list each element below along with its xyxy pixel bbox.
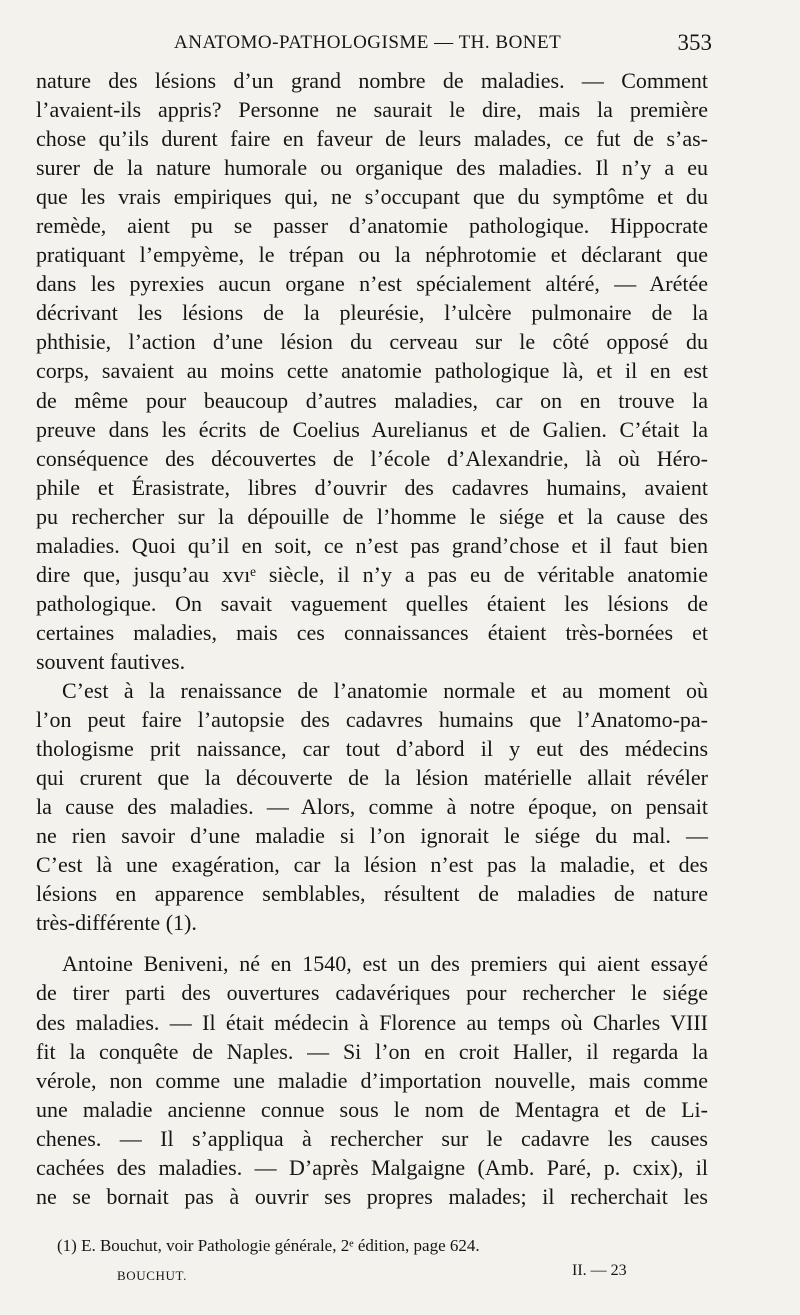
page-number: 353	[677, 30, 712, 55]
text-line: chenes. — Il s’appliqua à rechercher sur le cadavre les causes	[36, 1125, 708, 1151]
text-line: certaines maladies, mais ces connaissances étaient très-bornées et	[36, 619, 708, 645]
text-line: très-différente (1).	[36, 910, 197, 936]
text-line: cachées des maladies. — D’après Malgaigne (Amb. Paré, p. cxix), il	[36, 1154, 708, 1180]
text-line: la cause des maladies. — Alors, comme à notre époque, on pensait	[36, 794, 708, 820]
text-line: nature des lésions d’un grand nombre de maladies. — Comment	[36, 68, 708, 93]
text-line: une maladie ancienne connue sous le nom de Mentagra et de Li-	[36, 1096, 708, 1122]
text-line: C’est à la renaissance de l’anatomie normale et au moment où	[62, 677, 708, 703]
text-line: pathologique. On savait vaguement quelles étaient les lésions de	[36, 590, 708, 616]
paragraph-spacer	[36, 937, 708, 949]
text-line: maladies. Quoi qu’il en soit, ce n’est pas grand’chose et il faut bien	[36, 532, 708, 558]
signature-sheet: II. — 23	[572, 1262, 627, 1279]
body-text	[36, 66, 708, 1211]
text-line: chose qu’ils durent faire en faveur de leurs malades, ce fut de s’as-	[36, 126, 708, 152]
text-line: conséquence des découvertes de l’école d’Alexandrie, là où Héro-	[36, 445, 708, 471]
text-line: dans les pyrexies aucun organe n’est spécialement altéré, — Arétée	[36, 271, 708, 297]
text-line: corps, savaient au moins cette anatomie pathologique là, et il en est	[36, 358, 708, 384]
text-line: preuve dans les écrits de Coelius Aurelianus et de Galien. C’était la	[36, 416, 708, 442]
text-line: de même pour beaucoup d’autres maladies, car on en trouve la	[36, 387, 708, 413]
text-line: qui crurent que la découverte de la lésion matérielle allait révéler	[36, 765, 708, 791]
text-line: l’on peut faire l’autopsie des cadavres humains que l’Anatomo-pa-	[36, 707, 708, 733]
text-line: C’est là une exagération, car la lésion n’est pas la maladie, et des	[36, 852, 708, 878]
text-line: décrivant les lésions de la pleurésie, l’ulcère pulmonaire de la	[36, 300, 708, 326]
paragraph-3	[36, 949, 708, 1210]
footnote: (1) E. Bouchut, voir Pathologie générale, 2ᵉ édition, page 624.	[57, 1236, 480, 1255]
text-line: des maladies. — Il était médecin à Florence au temps où Charles VIII	[36, 1009, 708, 1035]
text-line: Antoine Beniveni, né en 1540, est un des premiers qui aient essayé	[62, 951, 708, 977]
text-line: ne se bornait pas à ouvrir ses propres malades; il recherchait les	[36, 1183, 708, 1209]
text-line: pu rechercher sur la dépouille de l’homme le siége et la cause des	[36, 503, 708, 529]
text-line: pratiquant l’empyème, le trépan ou la néphrotomie et déclarant que	[36, 242, 708, 268]
paragraph-1	[36, 66, 708, 676]
signature-author: BOUCHUT.	[117, 1268, 187, 1283]
text-line: souvent fautives.	[36, 648, 186, 674]
text-line: l’avaient-ils appris? Personne ne saurait le dire, mais la première	[36, 97, 708, 123]
text-line: vérole, non comme une maladie d’importation nouvelle, mais comme	[36, 1067, 708, 1093]
running-head	[36, 30, 712, 60]
text-line: que les vrais empiriques qui, ne s’occupant que du symptôme et du	[36, 184, 708, 210]
running-title: ANATOMO-PATHOLOGISME — TH. BONET	[174, 32, 562, 53]
text-line: phile et Érasistrate, libres d’ouvrir des cadavres humains, avaient	[36, 474, 708, 500]
text-line: thologisme prit naissance, car tout d’abord il y eut des médecins	[36, 736, 708, 762]
text-line: dire que, jusqu’au xvıᵉ siècle, il n’y a pas eu de véritable anatomie	[36, 561, 708, 587]
text-line: remède, aient pu se passer d’anatomie pathologique. Hippocrate	[36, 213, 708, 239]
paragraph-2	[36, 676, 708, 937]
text-line: fit la conquête de Naples. — Si l’on en croit Haller, il regarda la	[36, 1038, 708, 1064]
text-line: phthisie, l’action d’une lésion du cerveau sur le côté opposé du	[36, 329, 708, 355]
text-line: ne rien savoir d’une maladie si l’on ignorait le siége du mal. —	[36, 823, 708, 849]
text-line: surer de la nature humorale ou organique des maladies. Il n’y a eu	[36, 155, 708, 181]
text-line: lésions en apparence semblables, résultent de maladies de nature	[36, 881, 708, 907]
text-line: de tirer parti des ouvertures cadavériques pour rechercher le siége	[36, 980, 708, 1006]
